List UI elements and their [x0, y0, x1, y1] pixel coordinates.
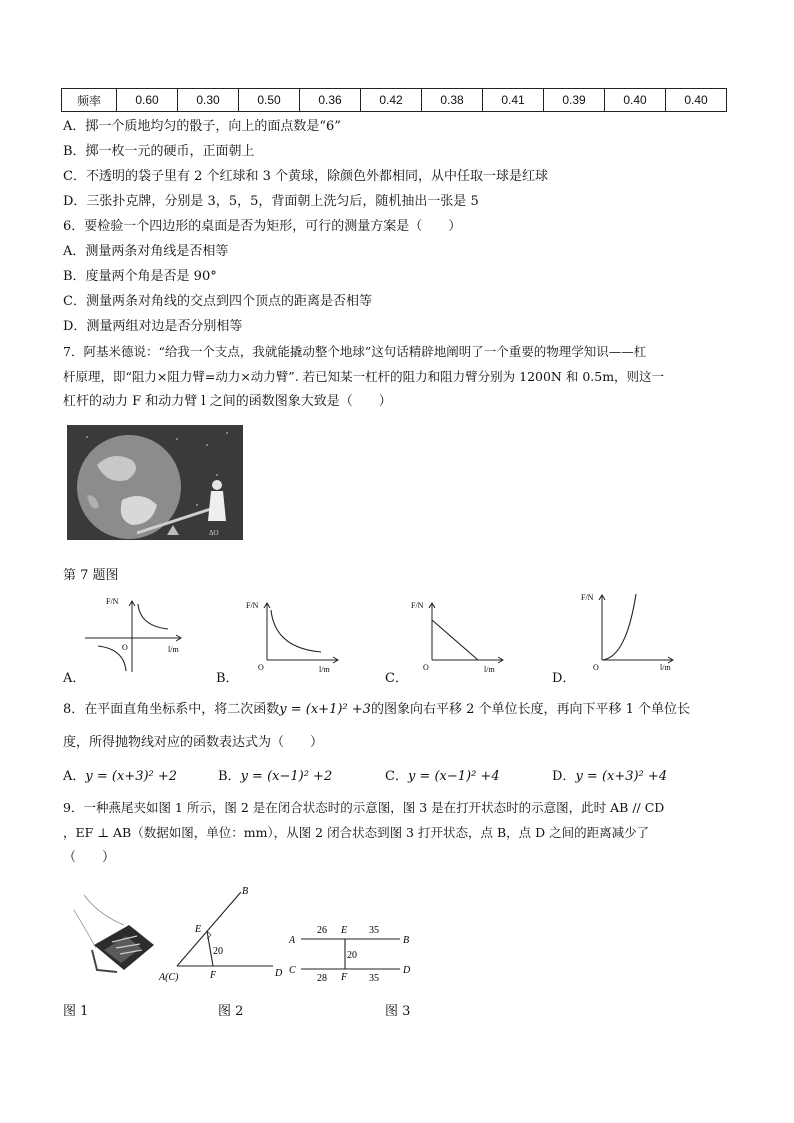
- figure-2-closed-state: [155, 882, 295, 982]
- label-b: B: [403, 935, 410, 946]
- q7-option-b: B．: [216, 671, 239, 686]
- table-cell: 0.38: [422, 89, 483, 112]
- q6-option-d: D．测量两组对边是否分别相等: [63, 319, 243, 334]
- binder-clip-photo: [64, 890, 164, 978]
- origin-label: O: [423, 663, 429, 672]
- origin-label: O: [258, 663, 264, 672]
- q7-option-d: D．: [552, 671, 576, 686]
- y-axis-label: F/N: [106, 597, 119, 606]
- archimedes-illustration: [67, 425, 243, 540]
- table-row: [62, 89, 727, 112]
- x-axis-label: l/m: [660, 663, 671, 672]
- q5-option-c: C．不透明的袋子里有 2 个红球和 3 个黄球，除颜色外都相同，从中任取一球是红球: [63, 169, 549, 184]
- q6-option-b: B．度量两个角是否是 90°: [63, 269, 217, 284]
- table-header-cell: 频率: [62, 89, 117, 112]
- q8-function: y = (x+1)² +3: [279, 702, 371, 717]
- table-cell: 0.42: [361, 89, 422, 112]
- table-cell: 0.39: [544, 89, 605, 112]
- y-axis-label: F/N: [581, 593, 594, 602]
- q7-graph-d: [580, 590, 680, 672]
- table-cell: 0.41: [483, 89, 544, 112]
- q7-stem-line1: 7．阿基米德说：“给我一个支点，我就能撬动整个地球”这句话精辟地阐明了一个重要的物理学知识——杠: [63, 344, 647, 359]
- q7-option-c: C．: [385, 671, 408, 686]
- length-eb: 35: [369, 925, 379, 936]
- y-axis-label: F/N: [246, 601, 259, 610]
- label-e: E: [341, 925, 348, 936]
- q9-stem-line2: ，EF ⊥ AB（数据如图，单位：mm），从图 2 闭合状态到图 3 打开状态，点 B，点 D 之间的距离减少了: [63, 825, 650, 840]
- q6-option-a: A．测量两条对角线是否相等: [63, 244, 229, 259]
- q8-option-a: A．y = (x+3)² +2: [63, 769, 178, 784]
- q9-stem-line3: （ ）: [63, 850, 116, 865]
- table-cell: 0.60: [117, 89, 178, 112]
- q6-stem: 6．要检验一个四边形的桌面是否为矩形，可行的测量方案是（ ）: [63, 219, 462, 234]
- q7-graph-c: [410, 598, 510, 673]
- figure-3-open-state: [285, 915, 420, 985]
- label-d: D: [275, 968, 283, 979]
- origin-label: O: [122, 643, 128, 652]
- figure-2-caption: 图 2: [218, 1004, 244, 1019]
- table-cell: 0.40: [605, 89, 666, 112]
- q5-option-a: A．掷一个质地均匀的骰子，向上的面点数是“6”: [63, 119, 341, 134]
- q7-stem-line3: 杠杆的动力 F 和动力臂 l 之间的函数图象大致是（ ）: [63, 394, 392, 409]
- length-fd: 35: [369, 973, 379, 984]
- q7-option-a: A．: [63, 671, 86, 686]
- q5-option-b: B．掷一枚一元的硬币，正面朝上: [63, 144, 255, 159]
- x-axis-label: l/m: [319, 665, 330, 673]
- table-cell: 0.36: [300, 89, 361, 112]
- figure-3-caption: 图 3: [385, 1004, 411, 1019]
- q8-option-c: C．y = (x−1)² +4: [385, 769, 500, 784]
- label-e: E: [195, 924, 202, 935]
- q8-stem-line2: 度，所得抛物线对应的函数表达式为（ ）: [63, 735, 324, 750]
- label-f: F: [341, 972, 348, 983]
- x-axis-label: l/m: [168, 645, 179, 654]
- q8-option-b: B．y = (x−1)² +2: [218, 769, 333, 784]
- frequency-table: [61, 88, 727, 112]
- table-cell: 0.30: [178, 89, 239, 112]
- length-ef: 20: [347, 950, 357, 961]
- length-ae: 26: [317, 925, 327, 936]
- table-cell: 0.50: [239, 89, 300, 112]
- label-c: C: [289, 965, 296, 976]
- label-b: B: [242, 886, 249, 897]
- figure-1-caption: 图 1: [63, 1004, 89, 1019]
- table-cell: 0.40: [666, 89, 727, 112]
- label-f: F: [210, 970, 217, 981]
- y-axis-label: F/N: [411, 601, 424, 610]
- q6-option-c: C．测量两条对角线的交点到四个顶点的距离是否相等: [63, 294, 372, 309]
- length-cf: 28: [317, 973, 327, 984]
- q7-figure-caption: 第 7 题图: [63, 568, 119, 583]
- x-axis-label: l/m: [484, 665, 495, 673]
- q8-stem-line1: [63, 702, 690, 718]
- q8-stem-part1: 8．在平面直角坐标系中，将二次函数: [63, 702, 280, 717]
- label-a: A: [289, 935, 296, 946]
- q7-stem-line2: 杆原理，即“阻力×阻力臂=动力×动力臂”. 若已知某一杠杆的阻力和阻力臂分别为 1200N 和 0.5m，则这一: [63, 369, 665, 384]
- svg-text:ΔO: ΔO: [209, 529, 219, 537]
- length-ef: 20: [213, 946, 223, 957]
- q7-graph-b: [245, 598, 345, 673]
- label-ac: A(C): [159, 972, 179, 982]
- q5-option-d: D．三张扑克牌，分别是 3，5，5，背面朝上洗匀后，随机抽出一张是 5: [63, 194, 479, 209]
- label-d: D: [403, 965, 411, 976]
- q8-option-d: D．y = (x+3)² +4: [552, 769, 668, 784]
- q9-stem-line1: 9．一种燕尾夹如图 1 所示，图 2 是在闭合状态时的示意图，图 3 是在打开状态时的示意图，此时 AB // CD: [63, 800, 665, 815]
- q7-graph-a: [80, 594, 190, 674]
- origin-label: O: [593, 663, 599, 672]
- q8-stem-part2: 的图象向右平移 2 个单位长度，再向下平移 1 个单位长: [370, 702, 691, 717]
